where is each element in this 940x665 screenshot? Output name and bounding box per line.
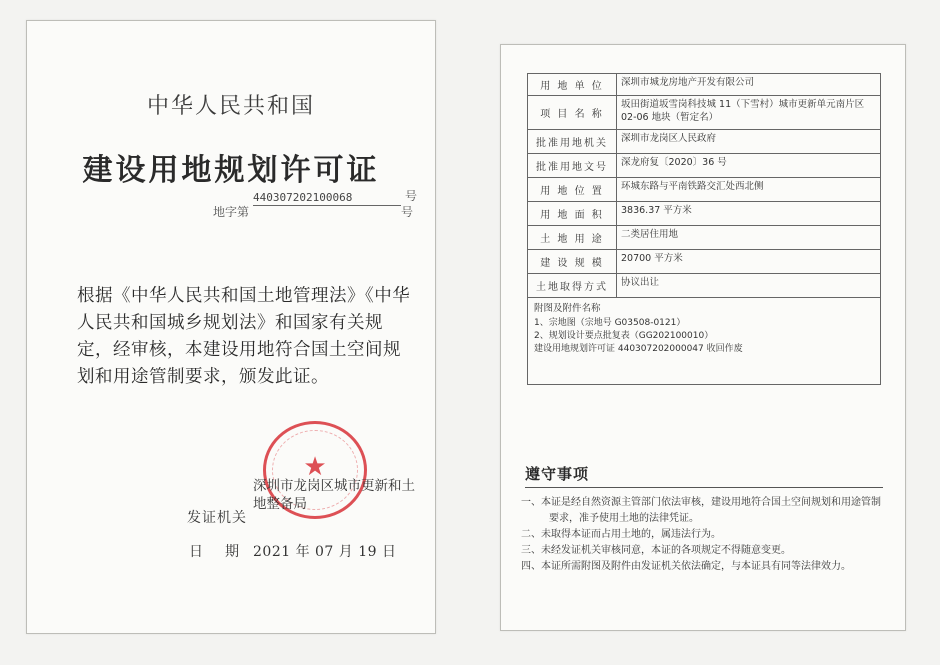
info-row [528,178,881,202]
issuing-authority-name: 深圳市龙岗区城市更新和土地整备局 [253,478,415,512]
date-label [189,541,261,561]
attachments-row [528,298,881,385]
attachment-item: 建设用地规划许可证 440307202000047 收回作废 [534,344,743,354]
info-row-label: 用 地 单 位 [528,74,617,96]
info-row-value: 坂田街道坂雪岗科技城 11（下雪村）城市更新单元南片区 02-06 地块（暂定名） [617,96,881,130]
info-row-label: 建 设 规 模 [528,250,617,274]
rule-item: 四、本证所需附图及附件由发证机关依法确定，与本证具有同等法律效力。 [521,561,851,572]
country-name: 中华人民共和国 [146,94,315,119]
info-row [528,96,881,130]
info-row-label: 批准用地机关 [528,130,617,154]
rule-item: 二、未取得本证而占用土地的，属违法行为。 [521,529,721,540]
rules-divider [525,487,883,488]
issue-date: 2021 年 07 月 19 日 [253,544,397,560]
info-row-value: 环城东路与平南铁路交汇处西北侧 [617,178,881,202]
info-row-label: 项 目 名 称 [528,96,617,130]
info-row-label: 用 地 面 积 [528,202,617,226]
info-row-value: 深龙府复〔2020〕36 号 [617,154,881,178]
info-row-value: 3836.37 平方米 [617,202,881,226]
info-row [528,74,881,96]
info-row [528,226,881,250]
certificate-detail-page [500,44,906,631]
attachment-item: 1、宗地图（宗地号 G03508-0121） [534,318,686,328]
info-row-value: 深圳市城龙房地产开发有限公司 [617,74,881,96]
date-label-char-2: 期 [225,544,239,560]
info-row-label: 土地取得方式 [528,274,617,298]
info-row-label: 批准用地文号 [528,154,617,178]
serial-suffix: 号 [401,205,414,219]
date-label-char-1: 日 [189,544,203,560]
certificate-title: 建设用地规划许可证 [82,153,380,188]
serial-suffix-top: 号 [405,189,418,203]
rule-item: 一、本证是经自然资源主管部门依法审核，建设用地符合国土空间规划和用途管制要求，准予使用土地的法律凭证。 [521,497,881,524]
issuer-label: 发证机关 [187,510,247,526]
certificate-statement: 根据《中华人民共和国土地管理法》《中华人民共和国城乡规划法》和国家有关规定，经审核，本建设用地符合国土空间规划和用途管制要求，颁发此证。 [77,286,411,387]
attachments-cell [528,298,881,385]
info-row [528,250,881,274]
serial-prefix: 地字第 [213,205,250,219]
info-row [528,130,881,154]
serial-number: 440307202100068 [253,191,401,206]
info-row-value: 20700 平方米 [617,250,881,274]
info-row-value: 二类居住用地 [617,226,881,250]
rule-item: 三、未经发证机关审核同意，本证的各项规定不得随意变更。 [521,545,791,556]
info-row [528,202,881,226]
info-row-label: 土 地 用 途 [528,226,617,250]
land-info-table [527,73,881,385]
attachment-item: 2、规划设计要点批复表（GG202100010） [534,331,714,341]
info-row-label: 用 地 位 置 [528,178,617,202]
rules-list [521,495,885,575]
attachments-title: 附图及附件名称 [534,303,601,314]
info-row [528,154,881,178]
info-row-value: 协议出让 [617,274,881,298]
info-row [528,274,881,298]
info-row-value: 深圳市龙岗区人民政府 [617,130,881,154]
certificate-front-page [26,20,436,634]
rules-title: 遵守事项 [525,465,590,483]
seal-star-icon: ★ [303,452,327,482]
